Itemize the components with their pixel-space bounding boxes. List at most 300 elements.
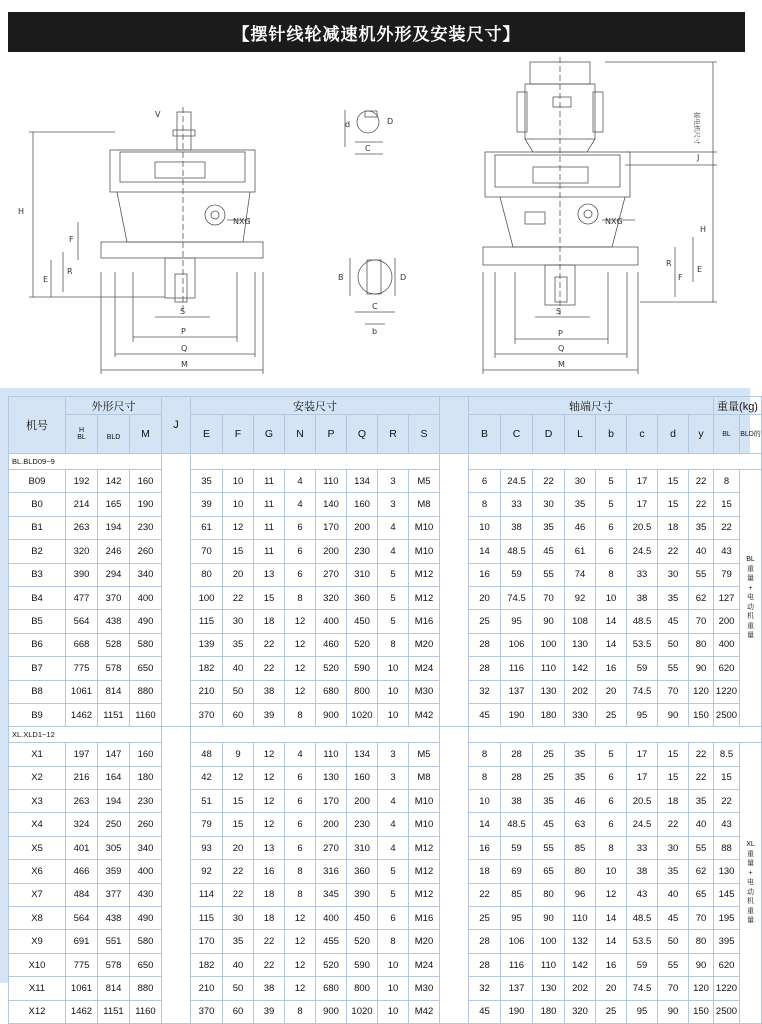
table-cell: 340	[130, 563, 162, 586]
table-cell: 165	[98, 493, 130, 516]
table-cell: 197	[66, 743, 98, 766]
table-cell: 6	[596, 766, 627, 789]
table-cell: 10	[378, 657, 409, 680]
table-cell: 8	[378, 633, 409, 656]
table-cell: 20	[223, 836, 254, 859]
table-cell: 59	[501, 563, 533, 586]
table-cell: 15	[714, 766, 740, 789]
table-cell: 30	[658, 836, 689, 859]
table-cell: 10	[378, 703, 409, 726]
col-h-label: H	[78, 427, 85, 434]
table-cell: M12	[409, 563, 440, 586]
table-cell: 6	[285, 540, 316, 563]
table-cell: 22	[223, 883, 254, 906]
group-spacer	[191, 727, 440, 743]
table-cell: 1061	[66, 680, 98, 703]
cell-model: X7	[9, 883, 66, 906]
table-cell: 10	[596, 586, 627, 609]
table-cell: 45	[469, 1000, 501, 1023]
table-cell: 438	[98, 907, 130, 930]
table-cell: 5	[596, 493, 627, 516]
table-row	[9, 790, 762, 813]
table-cell: 880	[130, 680, 162, 703]
table-cell: 340	[130, 836, 162, 859]
table-cell: 15	[658, 493, 689, 516]
label-s-left: S	[180, 307, 186, 316]
table-cell: 4	[378, 540, 409, 563]
table-cell: 6	[285, 813, 316, 836]
table-cell: 74.5	[501, 586, 533, 609]
table-cell: 10	[378, 953, 409, 976]
table-cell: 80	[565, 860, 596, 883]
table-cell: 190	[501, 703, 533, 726]
label-q-left: Q	[181, 344, 188, 353]
table-cell: 70	[533, 586, 565, 609]
col-g: G	[254, 415, 285, 454]
table-cell: 11	[254, 470, 285, 493]
cell-model: X4	[9, 813, 66, 836]
table-cell: 400	[130, 860, 162, 883]
table-cell: 28	[469, 657, 501, 680]
col-j: J	[162, 397, 191, 454]
table-cell: 48.5	[501, 813, 533, 836]
table-cell: 12	[223, 766, 254, 789]
table-cell: 130	[533, 680, 565, 703]
group-spacer	[469, 454, 762, 470]
table-cell: 170	[191, 930, 223, 953]
cell-model: X12	[9, 1000, 66, 1023]
table-cell: 18	[254, 907, 285, 930]
table-cell: 35	[533, 790, 565, 813]
table-cell: 15	[658, 470, 689, 493]
table-cell: 25	[596, 1000, 627, 1023]
label-b-small: b	[372, 327, 378, 336]
table-cell: 400	[316, 610, 347, 633]
table-cell: 38	[501, 516, 533, 539]
table-head	[9, 397, 762, 454]
table-cell: 90	[533, 610, 565, 633]
table-cell: 450	[347, 907, 378, 930]
table-cell: 8	[285, 586, 316, 609]
table-cell: 260	[130, 540, 162, 563]
table-cell: 90	[658, 1000, 689, 1023]
table-cell: 33	[501, 493, 533, 516]
table-cell: 134	[347, 743, 378, 766]
table-cell: M8	[409, 493, 440, 516]
table-cell: 120	[689, 977, 714, 1000]
label-d-top: D	[387, 117, 394, 126]
table-cell: M30	[409, 977, 440, 1000]
table-cell: 230	[130, 516, 162, 539]
table-cell: 430	[130, 883, 162, 906]
table-cell: 1061	[66, 977, 98, 1000]
table-cell: 10	[378, 977, 409, 1000]
weight-note-char: 量	[747, 860, 754, 868]
table-cell: 51	[191, 790, 223, 813]
table-cell: 63	[565, 813, 596, 836]
table-cell: M24	[409, 953, 440, 976]
table-row	[9, 586, 762, 609]
table-cell: M20	[409, 633, 440, 656]
table-cell: 61	[191, 516, 223, 539]
table-row	[9, 540, 762, 563]
table-cell: 200	[347, 516, 378, 539]
table-cell: 35	[191, 470, 223, 493]
table-cell: 22	[254, 657, 285, 680]
table-cell: 520	[316, 953, 347, 976]
col-s: S	[409, 415, 440, 454]
table-cell: 50	[658, 930, 689, 953]
table-cell: 370	[191, 1000, 223, 1023]
table-cell: 137	[501, 680, 533, 703]
table-cell: 1160	[130, 703, 162, 726]
table-cell: 263	[66, 790, 98, 813]
table-cell: 22	[254, 953, 285, 976]
table-cell: 12	[254, 766, 285, 789]
table-cell: 70	[658, 680, 689, 703]
table-cell: 28	[469, 953, 501, 976]
table-cell: 15	[223, 540, 254, 563]
table-cell: M10	[409, 516, 440, 539]
table-cell: 14	[596, 633, 627, 656]
table-cell: 39	[191, 493, 223, 516]
table-cell: 59	[501, 836, 533, 859]
table-cell: 10	[378, 680, 409, 703]
table-cell: 775	[66, 657, 98, 680]
table-row	[9, 860, 762, 883]
table-cell: 680	[316, 680, 347, 703]
table-cell: 12	[596, 883, 627, 906]
table-cell: 38	[627, 586, 658, 609]
table-cell: 564	[66, 610, 98, 633]
table-cell: 142	[565, 953, 596, 976]
table-cell: 110	[533, 953, 565, 976]
table-cell: M42	[409, 1000, 440, 1023]
table-cell: 12	[285, 633, 316, 656]
table-cell: 70	[689, 907, 714, 930]
table-cell: 12	[285, 930, 316, 953]
col-bld-label: BLD	[106, 434, 121, 441]
table-cell: 11	[254, 540, 285, 563]
col-p: P	[316, 415, 347, 454]
col-r: R	[378, 415, 409, 454]
table-cell: 22	[254, 930, 285, 953]
gap-col	[440, 397, 469, 454]
table-cell: 16	[596, 657, 627, 680]
table-cell: 270	[316, 563, 347, 586]
table-cell: 20.5	[627, 790, 658, 813]
table-cell: 115	[191, 610, 223, 633]
table-cell: 38	[501, 790, 533, 813]
label-b-mid: B	[338, 273, 344, 282]
table-cell: 305	[98, 836, 130, 859]
dimension-table-panel	[0, 385, 761, 1018]
col-group-outline: 外形尺寸	[66, 397, 162, 415]
table-cell: 130	[316, 766, 347, 789]
table-cell: 35	[565, 493, 596, 516]
cell-gap-blank	[440, 454, 469, 727]
table-cell: 8	[285, 703, 316, 726]
label-motor-dim: 接电机尺寸	[693, 112, 701, 145]
table-cell: 484	[66, 883, 98, 906]
table-cell: M10	[409, 790, 440, 813]
cell-model: B0	[9, 493, 66, 516]
cell-model: X8	[9, 907, 66, 930]
table-cell: 96	[565, 883, 596, 906]
table-group-bl	[9, 454, 762, 727]
table-row	[9, 953, 762, 976]
table-cell: 4	[378, 813, 409, 836]
cell-model: X2	[9, 766, 66, 789]
col-m: M	[130, 415, 162, 454]
table-cell: 45	[533, 813, 565, 836]
outline-drawing	[5, 52, 745, 385]
table-cell: 310	[347, 836, 378, 859]
table-cell: 775	[66, 953, 98, 976]
table-cell: 79	[714, 563, 740, 586]
table-cell: 39	[254, 1000, 285, 1023]
table-row	[9, 610, 762, 633]
col-q: Q	[347, 415, 378, 454]
table-cell: 139	[191, 633, 223, 656]
table-cell: 15	[658, 766, 689, 789]
weight-note-char: 重	[747, 622, 754, 630]
table-cell: 114	[191, 883, 223, 906]
table-cell: 17	[627, 743, 658, 766]
table-cell: 39	[254, 703, 285, 726]
table-cell: 22	[689, 766, 714, 789]
table-cell: 110	[316, 470, 347, 493]
table-cell: 12	[285, 953, 316, 976]
weight-note-char: 重	[747, 850, 754, 858]
table-cell: 10	[469, 790, 501, 813]
cell-model: B9	[9, 703, 66, 726]
label-d-mid: D	[400, 273, 407, 282]
table-cell: 150	[689, 1000, 714, 1023]
table-cell: 320	[565, 1000, 596, 1023]
table-cell: 13	[254, 836, 285, 859]
table-cell: 316	[316, 860, 347, 883]
cell-model: B6	[9, 633, 66, 656]
table-cell: 250	[98, 813, 130, 836]
table-cell: 190	[501, 1000, 533, 1023]
table-cell: 92	[191, 860, 223, 883]
table-cell: 17	[627, 493, 658, 516]
right-motor-reducer-view	[483, 57, 717, 374]
col-l: L	[565, 415, 596, 454]
table-cell: 620	[714, 953, 740, 976]
table-cell: 330	[565, 703, 596, 726]
table-cell: 35	[223, 633, 254, 656]
outline-drawing-svg	[5, 52, 745, 385]
table-cell: 5	[596, 470, 627, 493]
table-cell: 24.5	[627, 813, 658, 836]
table-cell: 55	[689, 836, 714, 859]
group-spacer	[469, 727, 762, 743]
table-cell: 25	[469, 907, 501, 930]
table-cell: 22	[533, 470, 565, 493]
table-cell: 880	[130, 977, 162, 1000]
drawing-labels	[18, 110, 706, 369]
table-cell: 6	[596, 790, 627, 813]
weight-note-char: 重	[747, 565, 754, 573]
table-cell: 3	[378, 766, 409, 789]
table-cell: 48.5	[627, 907, 658, 930]
table-cell: 6	[285, 790, 316, 813]
table-cell: 48	[191, 743, 223, 766]
table-cell: 345	[316, 883, 347, 906]
table-cell: M12	[409, 836, 440, 859]
weight-note-char: 动	[747, 603, 754, 611]
table-cell: 18	[254, 610, 285, 633]
table-cell: 25	[469, 610, 501, 633]
table-cell: 490	[130, 610, 162, 633]
table-cell: 5	[596, 743, 627, 766]
table-cell: 12	[285, 907, 316, 930]
table-cell: 1160	[130, 1000, 162, 1023]
table-row	[9, 907, 762, 930]
table-cell: 1151	[98, 1000, 130, 1023]
table-cell: 80	[191, 563, 223, 586]
table-cell: 116	[501, 953, 533, 976]
table-cell: 6	[469, 470, 501, 493]
label-h-right: H	[700, 225, 707, 234]
table-cell: 200	[316, 813, 347, 836]
col-model: 机号	[9, 397, 66, 454]
table-cell: 85	[565, 836, 596, 859]
table-cell: M10	[409, 813, 440, 836]
table-cell: 100	[533, 930, 565, 953]
table-cell: 59	[627, 657, 658, 680]
table-cell: 140	[316, 493, 347, 516]
weight-note-char: BL	[746, 556, 755, 564]
table-row	[9, 766, 762, 789]
shaft-section-view	[345, 110, 395, 324]
table-cell: 127	[714, 586, 740, 609]
table-cell: 115	[191, 907, 223, 930]
table-cell: 15	[254, 586, 285, 609]
table-cell: 5	[378, 586, 409, 609]
table-cell: 43	[627, 883, 658, 906]
table-cell: 28	[469, 633, 501, 656]
table-cell: 45	[658, 610, 689, 633]
table-cell: 6	[285, 766, 316, 789]
weight-note-char: 重	[747, 907, 754, 915]
table-cell: 95	[501, 907, 533, 930]
table-cell: 270	[316, 836, 347, 859]
table-cell: 320	[316, 586, 347, 609]
table-cell: 160	[347, 493, 378, 516]
table-cell: 6	[285, 836, 316, 859]
table-cell: 42	[191, 766, 223, 789]
table-cell: 13	[254, 563, 285, 586]
table-cell: 18	[254, 883, 285, 906]
table-cell: 35	[533, 516, 565, 539]
label-v: V	[155, 110, 161, 119]
table-cell: 12	[285, 657, 316, 680]
table-cell: 70	[689, 610, 714, 633]
table-cell: 88	[714, 836, 740, 859]
table-row	[9, 680, 762, 703]
table-cell: 17	[627, 766, 658, 789]
table-cell: 45	[469, 703, 501, 726]
table-cell: 50	[223, 680, 254, 703]
table-cell: 106	[501, 633, 533, 656]
table-cell: 5	[378, 610, 409, 633]
label-j: J	[697, 153, 700, 162]
label-c-top: C	[365, 144, 371, 153]
table-cell: 92	[565, 586, 596, 609]
cell-model: X6	[9, 860, 66, 883]
col-d-upper: D	[533, 415, 565, 454]
table-cell: 40	[689, 540, 714, 563]
table-cell: 160	[347, 766, 378, 789]
table-cell: 8	[469, 493, 501, 516]
table-cell: 130	[533, 977, 565, 1000]
table-cell: 10	[223, 493, 254, 516]
table-cell: 460	[316, 633, 347, 656]
table-cell: 4	[378, 516, 409, 539]
table-cell: M5	[409, 470, 440, 493]
table-cell: 60	[223, 1000, 254, 1023]
table-cell: M10	[409, 540, 440, 563]
weight-note-char: 量	[747, 917, 754, 925]
table-row	[9, 883, 762, 906]
table-cell: 28	[469, 930, 501, 953]
table-cell: 15	[223, 813, 254, 836]
table-cell: 147	[98, 743, 130, 766]
table-cell: 70	[191, 540, 223, 563]
table-cell: 466	[66, 860, 98, 883]
col-bl-label: BL	[77, 434, 86, 441]
table-cell: M12	[409, 860, 440, 883]
table-cell: 14	[596, 930, 627, 953]
col-weight-bld: BLD的	[740, 415, 762, 454]
table-cell: 1020	[347, 703, 378, 726]
table-cell: 22	[689, 470, 714, 493]
table-cell: 182	[191, 657, 223, 680]
col-c-upper: C	[501, 415, 533, 454]
table-cell: 55	[689, 563, 714, 586]
table-cell: 74	[565, 563, 596, 586]
label-m-left: M	[181, 360, 188, 369]
table-cell: 8	[285, 860, 316, 883]
weight-note-char: 量	[747, 575, 754, 583]
table-cell: 38	[254, 977, 285, 1000]
table-cell: 520	[316, 657, 347, 680]
table-cell: 8	[285, 883, 316, 906]
table-cell: 35	[689, 790, 714, 813]
col-h-bl	[66, 415, 98, 454]
weight-note	[740, 470, 762, 727]
table-cell: 32	[469, 977, 501, 1000]
table-cell: 90	[689, 657, 714, 680]
table-cell: 30	[533, 493, 565, 516]
table-cell: 25	[533, 766, 565, 789]
table-group-xl	[9, 727, 762, 1024]
table-cell: 2500	[714, 703, 740, 726]
table-cell: 22	[223, 586, 254, 609]
table-cell: 11	[254, 516, 285, 539]
table-cell: 190	[130, 493, 162, 516]
table-cell: 477	[66, 586, 98, 609]
table-cell: 4	[285, 470, 316, 493]
table-cell: 24.5	[501, 470, 533, 493]
label-e-left: E	[43, 275, 49, 284]
table-cell: 680	[316, 977, 347, 1000]
group-label-row	[9, 454, 762, 470]
table-cell: 194	[98, 790, 130, 813]
